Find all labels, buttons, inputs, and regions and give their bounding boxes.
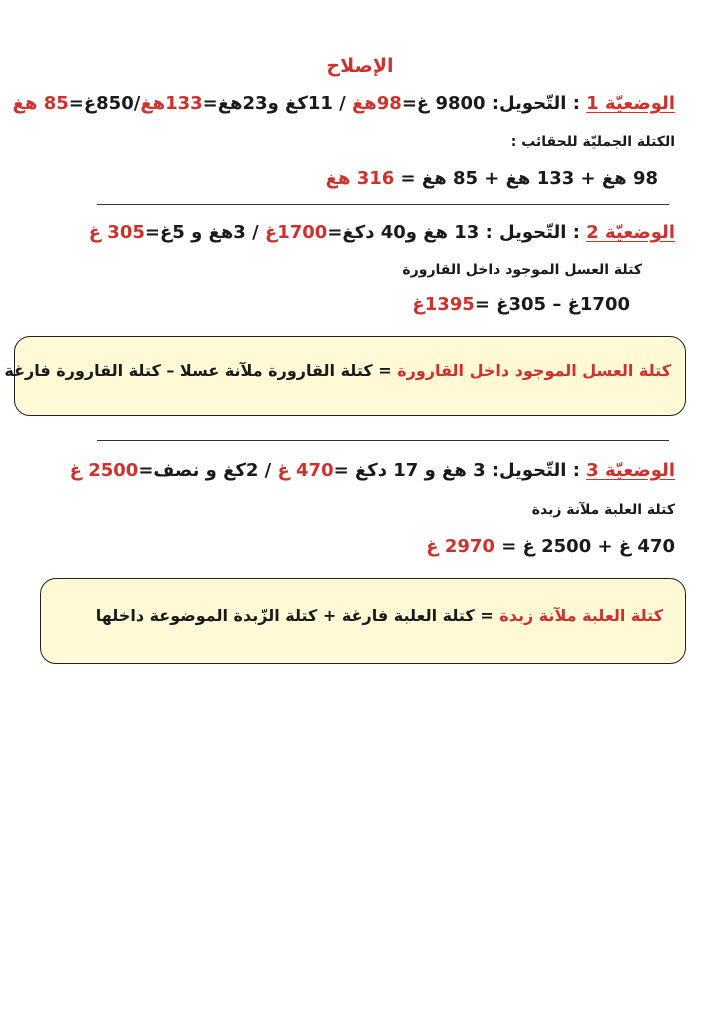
s2-conv-b-result: 305 غ — [88, 222, 145, 243]
s3-rule-rest: = كتلة العلبة فارغة + كتلة الزّبدة الموضوعة داخلها — [95, 606, 500, 625]
s3-conv-b: / 2كغ و نصف= — [138, 460, 278, 481]
s2-conv-b: / 3هغ و 5غ= — [144, 222, 265, 243]
s3-conv-label: التّحويل: — [485, 460, 573, 481]
s2-rule-highlight: كتلة العسل الموجود داخل القارورة — [397, 361, 671, 380]
separator-2 — [97, 440, 669, 441]
s1-conv-c: /850غ= — [68, 93, 141, 114]
s2-equation — [412, 294, 630, 315]
s2-conv-label: التّحويل : — [479, 222, 573, 243]
s3-conv-a: 3 هغ و 17 دكغ = — [333, 460, 486, 481]
s3-eq-text: 470 غ + 2500 غ = — [494, 536, 675, 557]
s1-label: الوضعيّة 1 — [586, 93, 675, 114]
s1-conv-a-result: 98هغ — [351, 93, 402, 114]
s2-rule-text — [4, 361, 671, 380]
s3-label: الوضعيّة 3 — [586, 460, 675, 481]
s1-equation — [326, 168, 658, 189]
s2-subtitle: كتلة العسل الموجود داخل القارورة — [402, 262, 642, 278]
s2-conv-a: 13 هغ و40 دكغ= — [327, 222, 480, 243]
s3-subtitle: كتلة العلبة ملآنة زبدة — [531, 502, 675, 518]
s2-label: الوضعيّة 2 — [586, 222, 675, 243]
s3-conv-a-result: 470 غ — [277, 460, 334, 481]
s3-colon: : — [572, 460, 587, 481]
s3-rule-box — [40, 578, 686, 664]
s3-equation — [426, 536, 675, 557]
page-title: الإصلاح — [326, 55, 394, 77]
s2-conv-a-result: 1700غ — [264, 222, 328, 243]
separator-1 — [97, 204, 669, 205]
s1-eq-result: 316 هغ — [325, 168, 395, 189]
s1-conv-label: التّحويل: — [485, 93, 573, 114]
s3-rule-text — [96, 606, 663, 625]
s3-conversion-line — [70, 460, 675, 481]
s1-conv-a: 9800 غ= — [401, 93, 486, 114]
s1-conv-c-result: 85 هغ — [12, 93, 69, 114]
s2-conversion-line — [89, 222, 675, 243]
s1-eq-text: 98 هغ + 133 هغ + 85 هغ = — [394, 168, 658, 189]
s1-colon: : — [572, 93, 587, 114]
s2-rule-rest: = كتلة القارورة ملآنة عسلا – كتلة القارورة فارغة — [4, 361, 398, 380]
s1-conversion-line — [13, 93, 675, 114]
s2-eq-text: 1700غ – 305غ = — [474, 294, 630, 315]
s3-eq-result: 2970 غ — [426, 536, 495, 557]
s1-conv-b-result: 133هغ — [140, 93, 203, 114]
s2-rule-box — [4, 336, 686, 416]
s2-eq-result: 1395غ — [412, 294, 475, 315]
s2-colon: : — [572, 222, 587, 243]
s3-rule-highlight: كتلة العلبة ملآنة زبدة — [499, 606, 663, 625]
s1-conv-b: / 11كغ و23هغ= — [202, 93, 352, 114]
s1-subtitle: الكتلة الجمليّة للحقائب : — [510, 134, 675, 150]
s3-conv-b-result: 2500 غ — [69, 460, 139, 481]
